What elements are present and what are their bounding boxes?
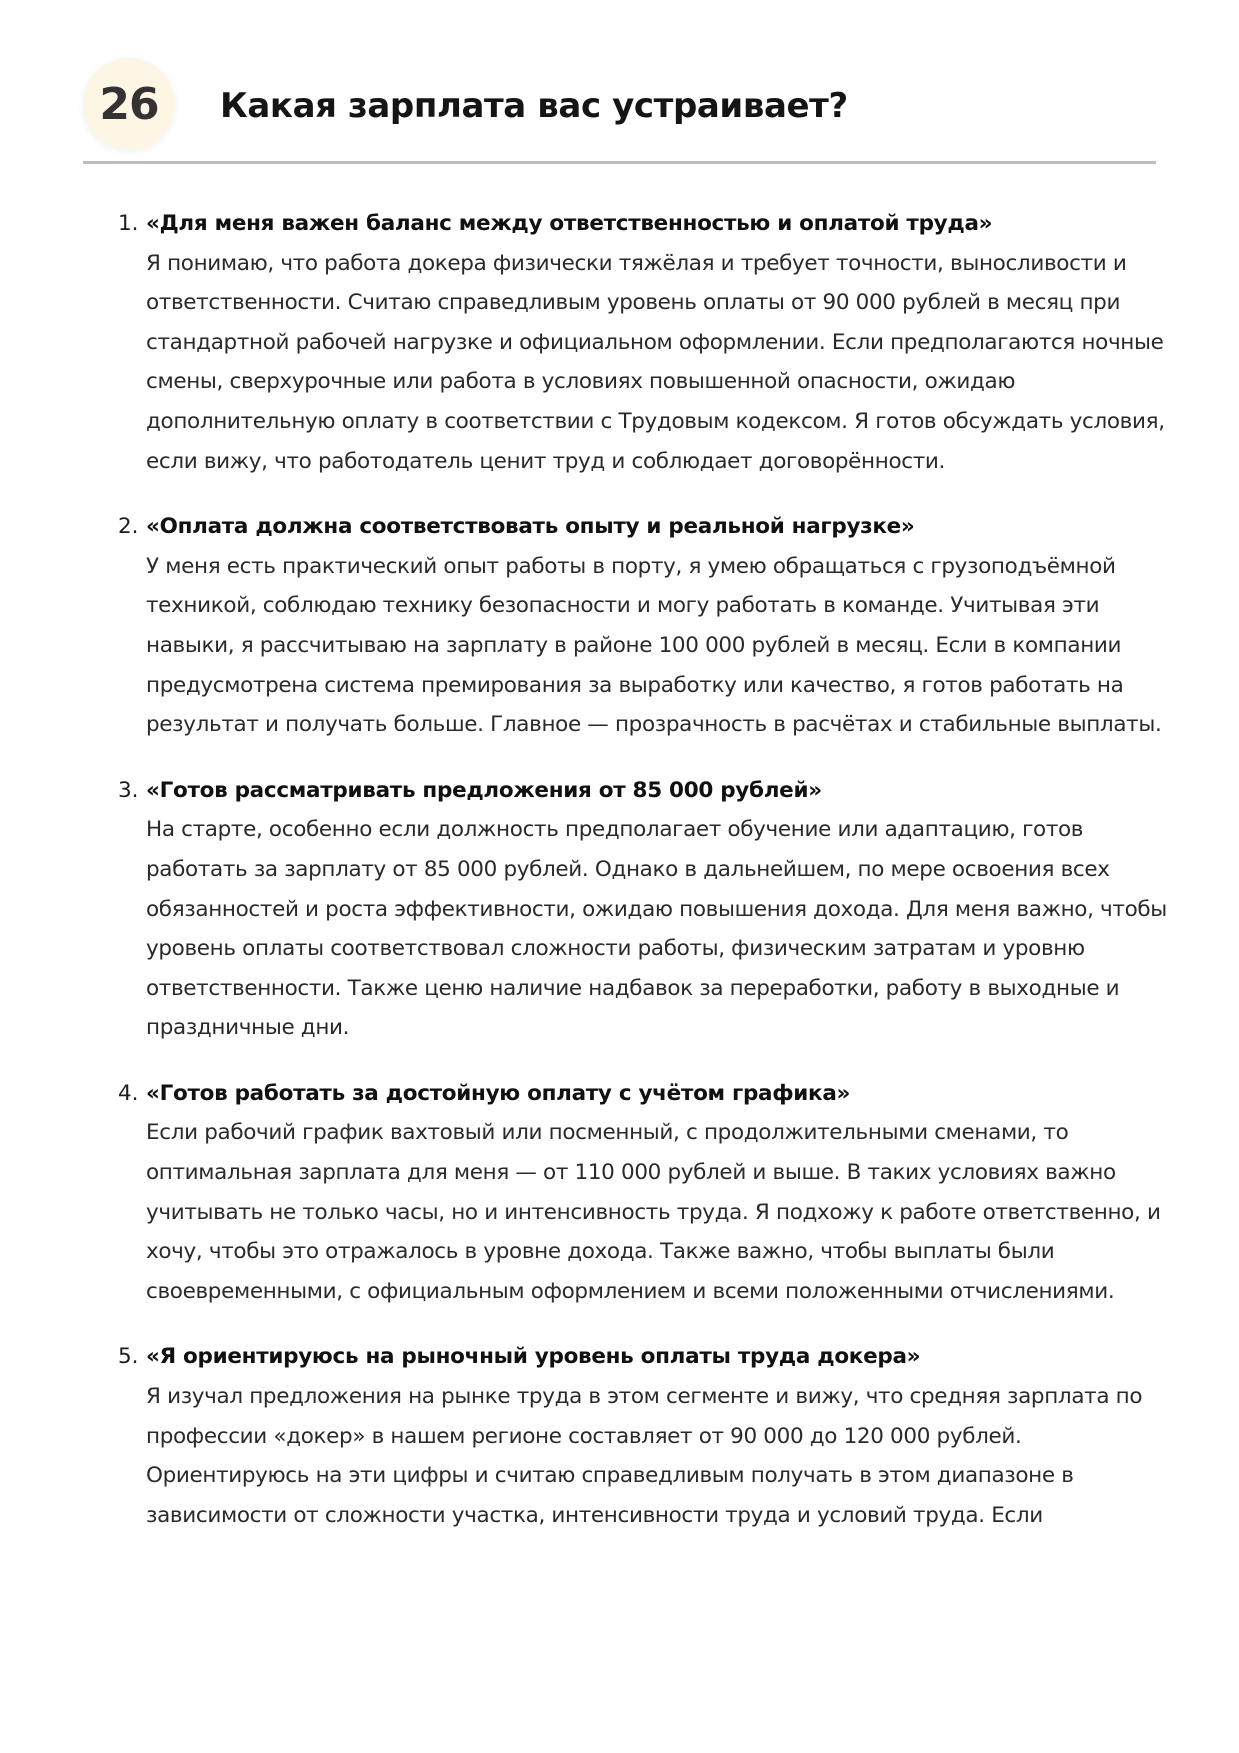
list-item-title: «Для меня важен баланс между ответственностью и оплатой труда» <box>146 211 993 236</box>
answer-list <box>118 204 1178 1561</box>
list-item <box>118 204 1178 481</box>
list-item <box>118 507 1178 745</box>
question-number-badge <box>83 58 175 150</box>
page-header <box>83 58 1156 150</box>
list-item-body: Я изучал предложения на рынке труда в этом сегменте и вижу, что средняя зарплата по профессии «докер» в нашем регионе составляет от 90 000 до 120 000 рублей. Ориентируюсь на эти цифры и считаю справедливым получать в этом диапазоне в зависимости от сложности участка, интенсивности труда и условий труда. Если <box>146 1384 1143 1528</box>
list-item <box>118 1074 1178 1312</box>
list-item-body: Я понимаю, что работа докера физически тяжёлая и требует точности, выносливости и ответственности. Считаю справедливым уровень оплаты от 90 000 рублей в месяц при стандартной рабочей нагрузке и официальном оформлении. Если предполагаются ночные смены, сверхурочные или работа в условиях повышенной опасности, ожидаю дополнительную оплату в соответствии с Трудовым кодексом. Я готов обсуждать условия, если вижу, что работодатель ценит труд и соблюдает договорённости. <box>146 250 1165 474</box>
list-item-number: 3. <box>118 777 139 803</box>
list-item-body: На старте, особенно если должность предполагает обучение или адаптацию, готов работать за зарплату от 85 000 рублей. Однако в дальнейшем, по мере освоения всех обязанностей и роста эффективности, ожидаю повышения дохода. Для меня важно, чтобы уровень оплаты соответствовал сложности работы, физическим затратам и уровню ответственности. Также ценю наличие надбавок за переработки, работу в выходные и праздничные дни. <box>146 817 1167 1041</box>
list-item-body: У меня есть практический опыт работы в порту, я умею обращаться с грузоподъёмной техникой, соблюдаю технику безопасности и могу работать в команде. Учитывая эти навыки, я рассчитываю на зарплату в районе 100 000 рублей в месяц. Если в компании предусмотрена система премирования за выработку или качество, я готов работать на результат и получать больше. Главное — прозрачность в расчётах и стабильные выплаты. <box>146 553 1162 738</box>
list-item <box>118 771 1178 1048</box>
list-item-title: «Я ориентируюсь на рыночный уровень оплаты труда докера» <box>146 1344 921 1370</box>
list-item-title: «Готов работать за достойную оплату с учётом графика» <box>146 1080 851 1106</box>
question-number: 26 <box>99 78 159 130</box>
list-item-number: 1. <box>118 211 139 236</box>
list-item-number: 5. <box>118 1344 139 1370</box>
list-item-body: Если рабочий график вахтовый или посменный, с продолжительными сменами, то оптимальная зарплата для меня — от 110 000 рублей и выше. В таких условиях важно учитывать не только часы, но и интенсивность труда. Я подхожу к работе ответственно, и хочу, чтобы это отражалось в уровне дохода. Также важно, чтобы выплаты были своевременными, с официальным оформлением и всеми положенными отчислениями. <box>146 1120 1161 1304</box>
list-item-title: «Оплата должна соответствовать опыту и реальной нагрузке» <box>146 514 915 540</box>
page-title: Какая зарплата вас устраивает? <box>220 86 848 126</box>
header-divider <box>83 161 1156 164</box>
list-item <box>118 1337 1178 1535</box>
list-item-number: 4. <box>118 1080 139 1106</box>
list-item-title: «Готов рассматривать предложения от 85 000 рублей» <box>146 777 822 803</box>
list-item-number: 2. <box>118 514 139 540</box>
